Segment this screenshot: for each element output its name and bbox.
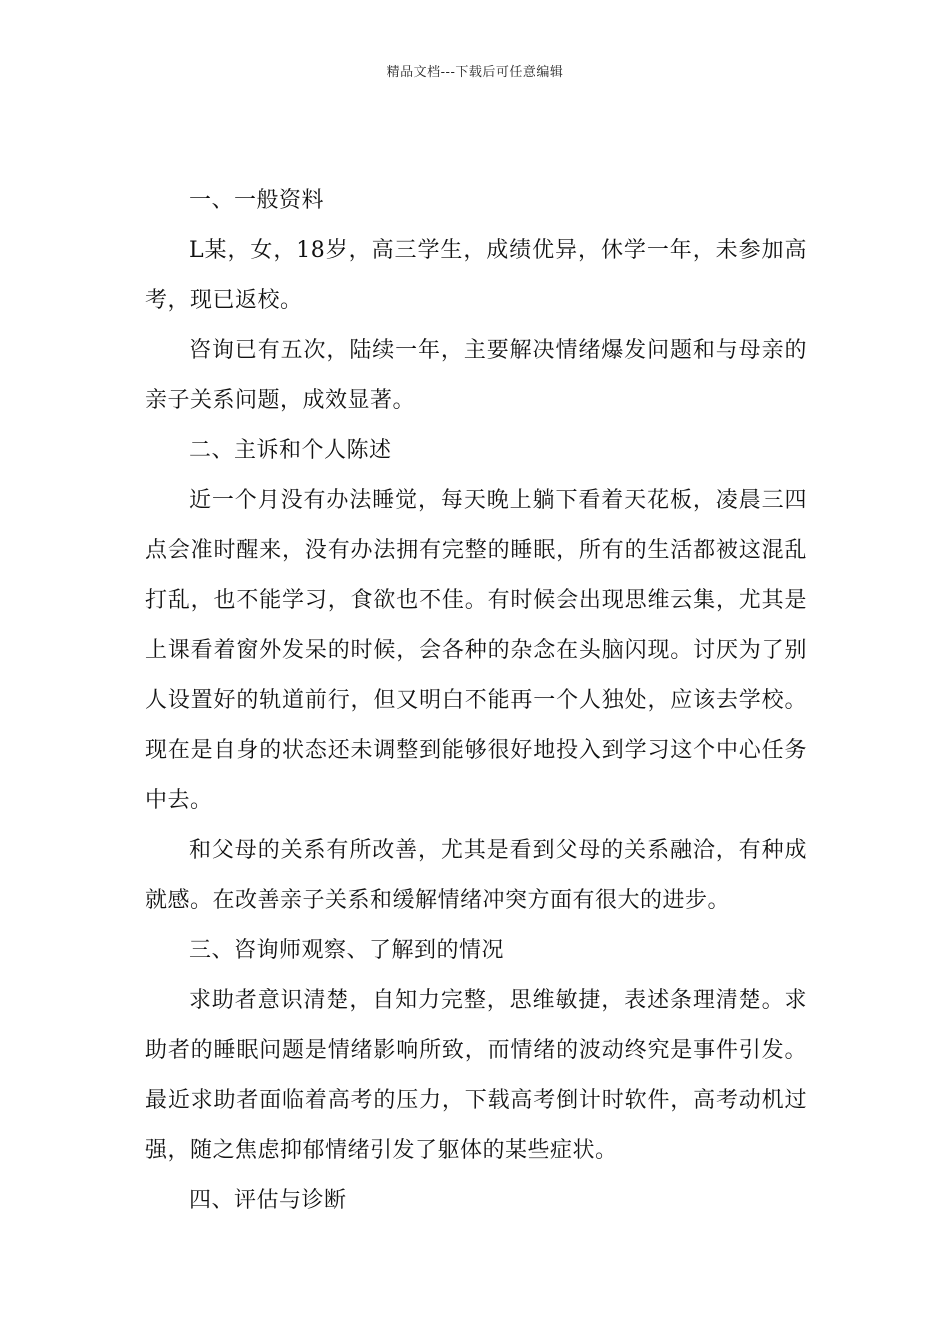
section-heading-general-info: 一、一般资料 — [189, 188, 325, 213]
paragraph-personal-statement: 近一个月没有办法睡觉，每天晚上躺下看着天花板，凌晨三四点会准时醒来，没有办法拥有完整的睡眠，所有的生活都被这混乱打乱，也不能学习，食欲也不佳。有时候会出现思维云集，尤其是上课看着窗外发呆的时候，会各种的杂念在头脑闪现。讨厌为了别人设置好的轨道前行，但又明白不能再一个人独处，应该去学校。现在是自身的状态还未调整到能够很好地投入到学习这个中心任务中去。 — [145, 488, 807, 813]
paragraph-observation: 求助者意识清楚，自知力完整，思维敏捷，表述条理清楚。求助者的睡眠问题是情绪影响所致，而情绪的波动终究是事件引发。最近求助者面临着高考的压力，下载高考倒计时软件，高考动机过强，随之焦虑抑郁情绪引发了躯体的某些症状。 — [145, 988, 807, 1163]
section-heading-assessment: 四、评估与诊断 — [189, 1188, 347, 1213]
paragraph-family-relations: 和父母的关系有所改善，尤其是看到父母的关系融洽，有种成就感。在改善亲子关系和缓解情绪冲突方面有很大的进步。 — [145, 838, 807, 913]
paragraph-counseling-history: 咨询已有五次，陆续一年，主要解决情绪爆发问题和与母亲的亲子关系问题，成效显著。 — [145, 338, 807, 413]
page-header: 精品文档---下载后可任意编辑 — [386, 65, 564, 80]
document-body — [145, 176, 807, 1226]
section-heading-observation: 三、咨询师观察、了解到的情况 — [189, 938, 505, 963]
section-heading-complaint: 二、主诉和个人陈述 — [189, 438, 392, 463]
paragraph-client-basic-info: L某，女，18岁，高三学生，成绩优异，休学一年，未参加高考，现已返校。 — [145, 238, 807, 313]
